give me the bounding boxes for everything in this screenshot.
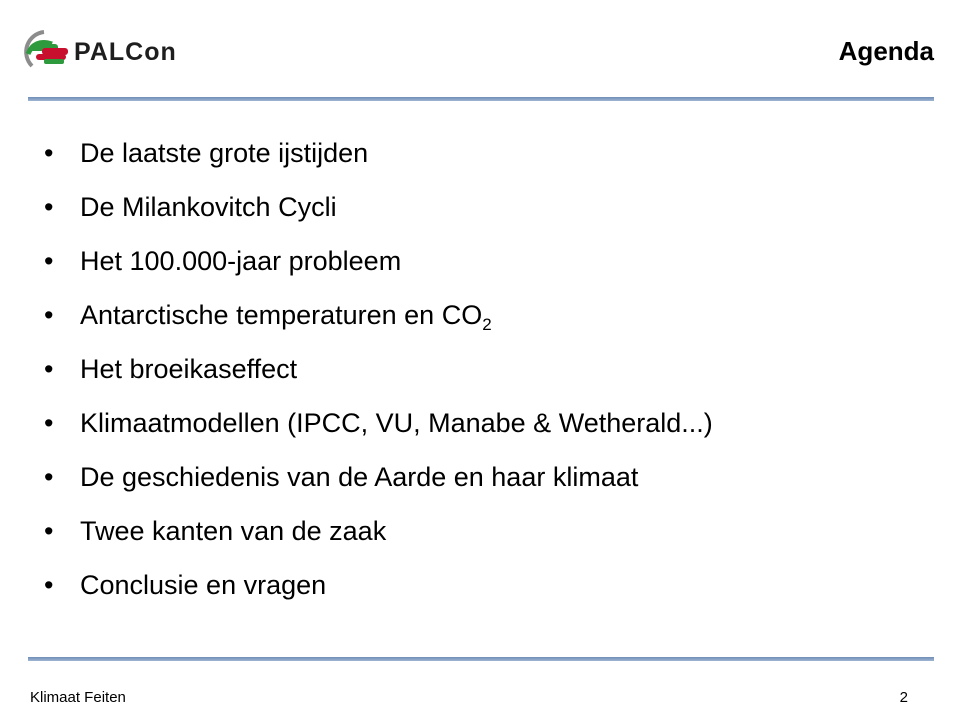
agenda-item-text: Antarctische temperaturen en CO bbox=[80, 300, 483, 330]
agenda-item-text: De Milankovitch Cycli bbox=[80, 192, 337, 222]
logo-wordmark: PALCon bbox=[74, 38, 177, 66]
footer-divider bbox=[28, 657, 934, 661]
agenda-item-text: Het broeikaseffect bbox=[80, 354, 298, 384]
agenda-item-text: Twee kanten van de zaak bbox=[80, 516, 387, 546]
agenda-item bbox=[44, 348, 713, 402]
bullet-icon: • bbox=[44, 408, 54, 438]
bullet-icon: • bbox=[44, 516, 54, 546]
logo-swirl-icon bbox=[26, 32, 68, 66]
agenda-item bbox=[44, 402, 713, 456]
agenda-item-text: De laatste grote ijstijden bbox=[80, 138, 369, 168]
agenda-item-text: Conclusie en vragen bbox=[80, 570, 327, 600]
bullet-icon: • bbox=[44, 354, 54, 384]
agenda-item bbox=[44, 132, 713, 186]
bullet-icon: • bbox=[44, 462, 54, 492]
bullet-icon: • bbox=[44, 138, 54, 168]
agenda-item bbox=[44, 510, 713, 564]
slide-title: Agenda bbox=[838, 36, 934, 66]
agenda-item bbox=[44, 240, 713, 294]
agenda-item-subscript: 2 bbox=[482, 315, 492, 334]
agenda-item bbox=[44, 186, 713, 240]
bullet-icon: • bbox=[44, 570, 54, 600]
footer-title: Klimaat Feiten bbox=[30, 689, 126, 706]
bullet-icon: • bbox=[44, 300, 54, 330]
bullet-icon: • bbox=[44, 192, 54, 222]
agenda-item bbox=[44, 456, 713, 510]
agenda-item-text: Het 100.000-jaar probleem bbox=[80, 246, 402, 276]
agenda-list bbox=[44, 132, 713, 618]
agenda-item bbox=[44, 564, 713, 618]
agenda-item-text: Klimaatmodellen (IPCC, VU, Manabe & Wetherald...) bbox=[80, 408, 713, 438]
page-number: 2 bbox=[899, 689, 908, 706]
agenda-item-text: De geschiedenis van de Aarde en haar klimaat bbox=[80, 462, 639, 492]
palcon-logo bbox=[22, 26, 212, 76]
bullet-icon: • bbox=[44, 246, 54, 276]
header-divider bbox=[28, 97, 934, 101]
agenda-item bbox=[44, 294, 713, 348]
